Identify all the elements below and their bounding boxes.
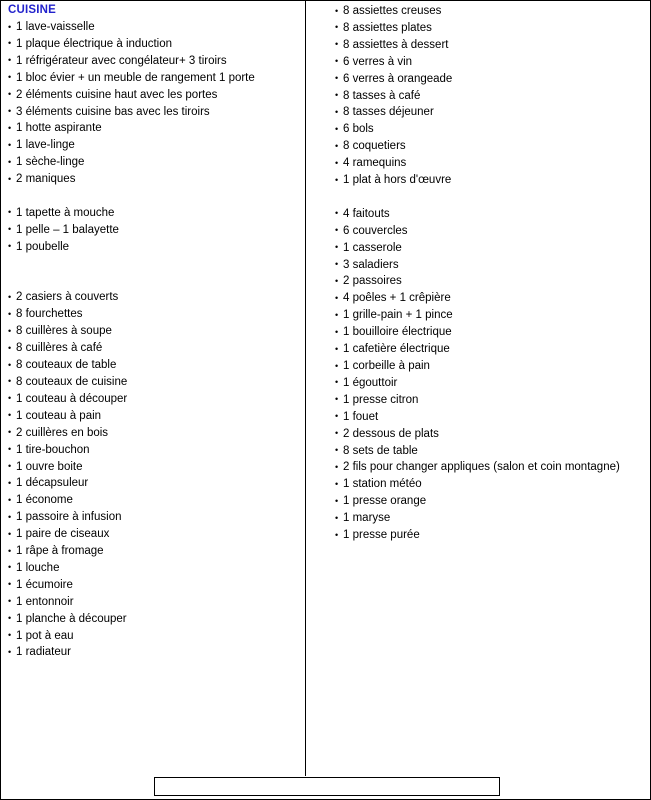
kitchen-inventory-list-right — [335, 3, 645, 544]
list-item: • 1 économe — [8, 492, 299, 509]
list-item: • 1 entonnoir — [8, 594, 299, 611]
list-item: • 1 grille-pain + 1 pince — [335, 307, 645, 324]
list-item: • 8 assiettes plates — [335, 20, 645, 37]
list-item: • 1 fouet — [335, 409, 645, 426]
list-spacer — [8, 188, 299, 205]
list-item: • 8 assiettes à dessert — [335, 37, 645, 54]
list-item: • 1 lave-linge — [8, 137, 299, 154]
list-item: • 6 couvercles — [335, 223, 645, 240]
list-item: • 1 tapette à mouche — [8, 205, 299, 222]
list-item: • 1 louche — [8, 560, 299, 577]
footer-signature-box — [154, 777, 500, 796]
list-item: • 1 râpe à fromage — [8, 543, 299, 560]
list-item: • 4 poêles + 1 crêpière — [335, 290, 645, 307]
list-item: • 2 cuillères en bois — [8, 425, 299, 442]
list-item: • 1 tire-bouchon — [8, 442, 299, 459]
list-item: • 6 bols — [335, 121, 645, 138]
list-item: • 3 saladiers — [335, 257, 645, 274]
kitchen-inventory-list-left — [8, 19, 299, 661]
list-item: • 1 pelle – 1 balayette — [8, 222, 299, 239]
list-item: • 1 paire de ciseaux — [8, 526, 299, 543]
page-title: CUISINE — [8, 4, 57, 16]
list-item: • 1 passoire à infusion — [8, 509, 299, 526]
list-item: • 1 lave-vaisselle — [8, 19, 299, 36]
list-item: • 8 assiettes creuses — [335, 3, 645, 20]
list-item: • 8 tasses à café — [335, 88, 645, 105]
list-item: • 1 égouttoir — [335, 375, 645, 392]
list-item: • 8 cuillères à café — [8, 340, 299, 357]
list-item: • 1 hotte aspirante — [8, 120, 299, 137]
list-item: • 1 presse purée — [335, 527, 645, 544]
list-item: • 1 bloc évier + un meuble de rangement 1 porte — [8, 70, 299, 87]
list-item: • 1 pot à eau — [8, 628, 299, 645]
list-item: • 1 maryse — [335, 510, 645, 527]
list-item: • 1 presse orange — [335, 493, 645, 510]
list-item: • 4 ramequins — [335, 155, 645, 172]
list-item: • 8 fourchettes — [8, 306, 299, 323]
list-item: • 2 casiers à couverts — [8, 289, 299, 306]
list-item: • 1 couteau à pain — [8, 408, 299, 425]
list-item: • 1 planche à découper — [8, 611, 299, 628]
list-item: • 8 tasses déjeuner — [335, 104, 645, 121]
list-item: • 1 sèche-linge — [8, 154, 299, 171]
list-item: • 1 radiateur — [8, 644, 299, 661]
list-item: • 1 bouilloire électrique — [335, 324, 645, 341]
list-item: • 8 couteaux de table — [8, 357, 299, 374]
list-item: • 1 poubelle — [8, 239, 299, 256]
list-item: • 8 sets de table — [335, 443, 645, 460]
list-item: • 3 éléments cuisine bas avec les tiroirs — [8, 104, 299, 121]
list-item: • 2 passoires — [335, 273, 645, 290]
right-column — [305, 0, 651, 661]
list-spacer — [8, 273, 299, 290]
list-item: • 8 couteaux de cuisine — [8, 374, 299, 391]
left-column — [0, 0, 305, 661]
list-item: • 4 faitouts — [335, 206, 645, 223]
list-item: • 8 cuillères à soupe — [8, 323, 299, 340]
list-item: • 1 ouvre boite — [8, 459, 299, 476]
list-item: • 1 réfrigérateur avec congélateur+ 3 tiroirs — [8, 53, 299, 70]
list-item: • 1 décapsuleur — [8, 475, 299, 492]
list-item: • 8 coquetiers — [335, 138, 645, 155]
list-item: • 1 corbeille à pain — [335, 358, 645, 375]
list-item: • 2 éléments cuisine haut avec les portes — [8, 87, 299, 104]
list-item: • 2 fils pour changer appliques (salon et coin montagne) — [335, 459, 645, 476]
list-item: • 1 cafetière électrique — [335, 341, 645, 358]
list-item: • 1 plaque électrique à induction — [8, 36, 299, 53]
list-item: • 1 écumoire — [8, 577, 299, 594]
list-item: • 2 dessous de plats — [335, 426, 645, 443]
list-item: • 1 casserole — [335, 240, 645, 257]
list-item: • 1 plat à hors d'œuvre — [335, 172, 645, 189]
list-item: • 1 presse citron — [335, 392, 645, 409]
list-item: • 1 station météo — [335, 476, 645, 493]
list-item: • 1 couteau à découper — [8, 391, 299, 408]
list-item: • 6 verres à orangeade — [335, 71, 645, 88]
list-spacer — [8, 256, 299, 273]
list-item: • 2 maniques — [8, 171, 299, 188]
list-item: • 6 verres à vin — [335, 54, 645, 71]
list-spacer — [335, 189, 645, 206]
